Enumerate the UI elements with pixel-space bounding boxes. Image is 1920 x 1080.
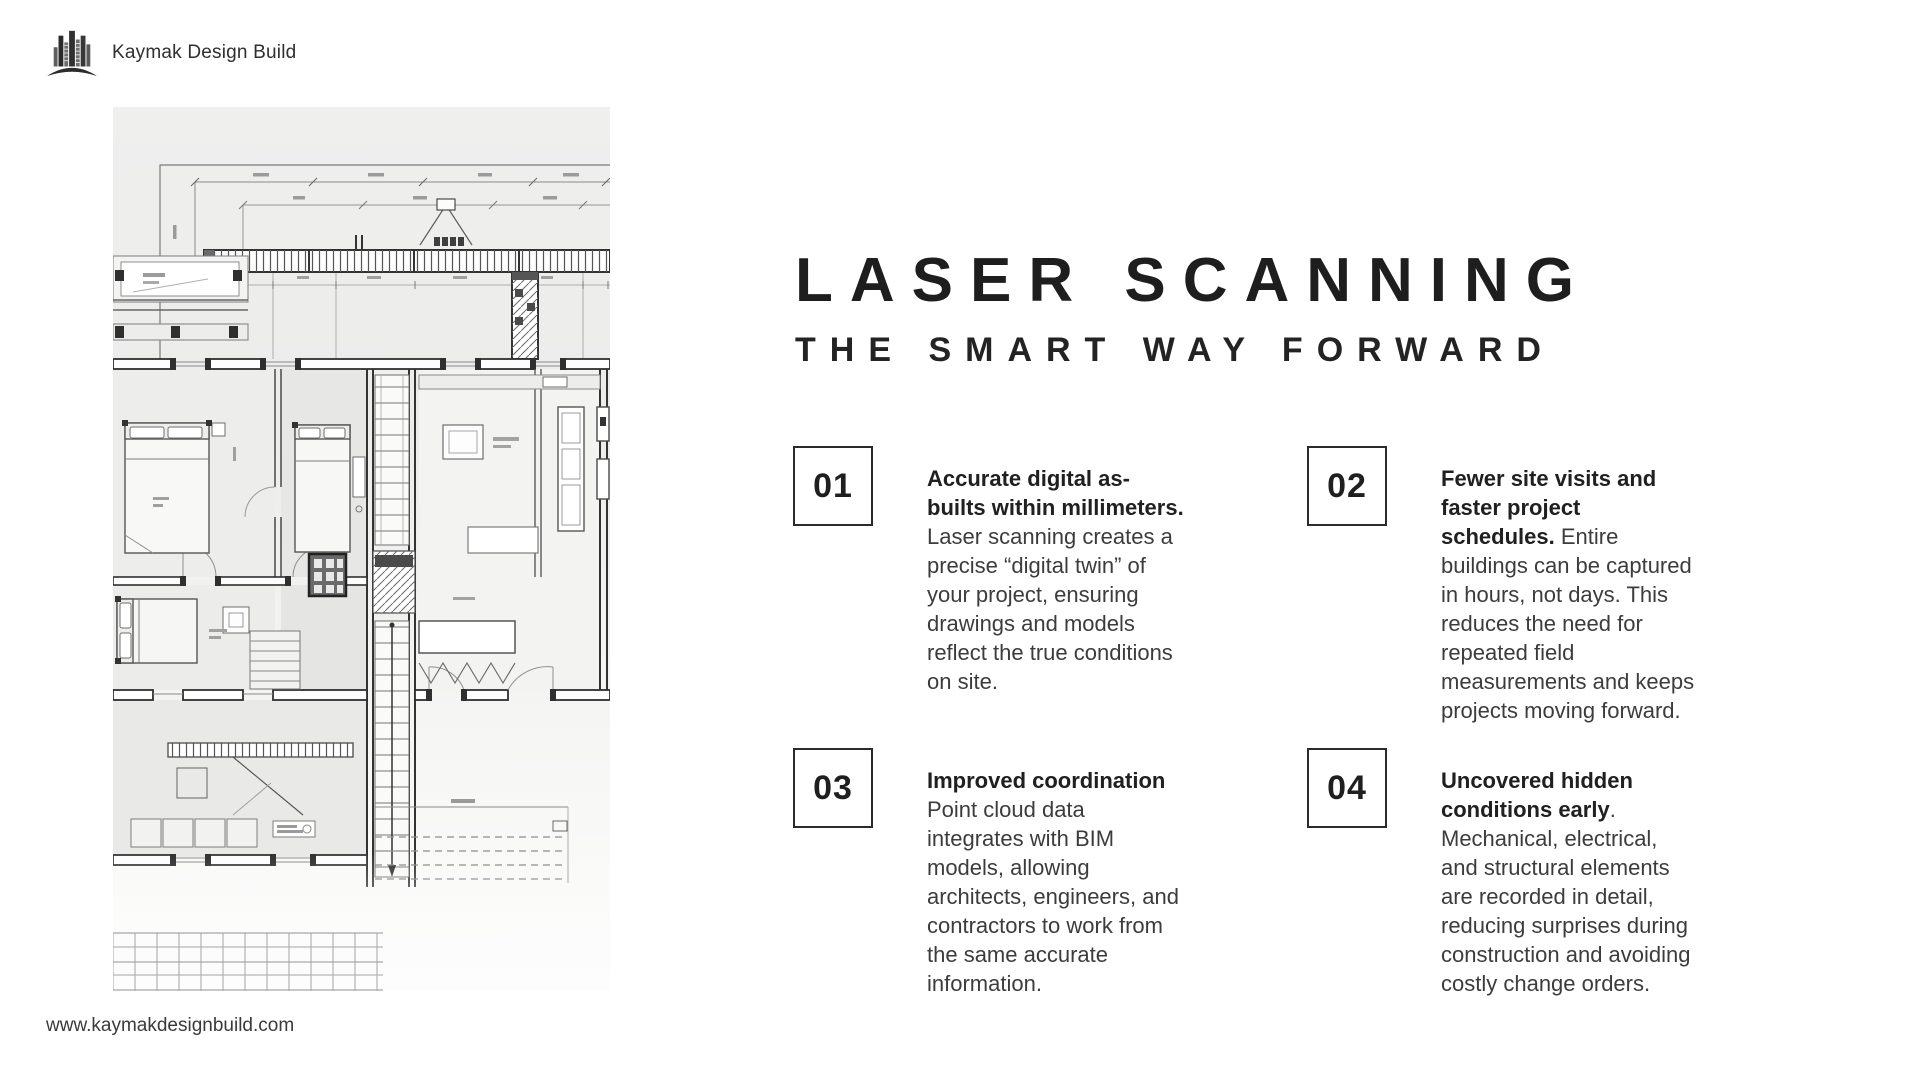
window-detail — [113, 256, 248, 340]
benefit-heading-2: Fewer site visits and faster project schedules. — [1441, 466, 1657, 549]
city-skyline-icon — [46, 26, 98, 80]
bed-1 — [122, 420, 225, 553]
floor-plan-drawing — [113, 107, 610, 991]
small-staircase — [250, 631, 300, 689]
headline-block — [795, 246, 1592, 369]
benefit-text-4 — [1441, 766, 1699, 998]
number-label: 03 — [813, 768, 853, 807]
number-box-04 — [1307, 748, 1387, 828]
benefit-body-3: Point cloud data integrates with BIM models, allowing architects, engineers, and contractors to work from the same accurate information. — [927, 797, 1179, 996]
hatched-wall-band — [204, 250, 610, 272]
benefit-heading-1: Accurate digital as-builts within millimeters. — [927, 466, 1184, 520]
hatched-column — [512, 272, 538, 359]
benefit-heading-4: Uncovered hidden conditions early — [1441, 768, 1633, 822]
grid-strip — [113, 933, 383, 991]
benefit-body-1: Laser scanning creates a precise “digital twin” of your project, ensuring drawings and models reflect the true conditions on site. — [927, 524, 1173, 694]
website-url: www.kaymakdesignbuild.com — [46, 1015, 295, 1036]
brand-name: Kaymak Design Build — [112, 42, 297, 63]
benefit-heading-3: Improved coordination — [927, 768, 1166, 793]
number-label: 02 — [1327, 466, 1367, 505]
number-label: 01 — [813, 466, 853, 505]
staircase — [373, 375, 415, 877]
page-subtitle: THE SMART WAY FORWARD — [795, 331, 1555, 369]
number-box-02 — [1307, 446, 1387, 526]
number-box-01 — [793, 446, 873, 526]
page-title: LASER SCANNING — [795, 246, 1592, 315]
benefit-text-1 — [927, 464, 1185, 696]
benefit-body-4: . Mechanical, electrical, and structural elements are recorded in detail, reducing surprises during construction and avoiding costly change orders. — [1441, 797, 1691, 996]
benefit-body-2: Entire buildings can be captured in hours, not days. This reduces the need for repeated field measurements and keeps projects moving forward. — [1441, 524, 1695, 723]
benefit-text-3 — [927, 766, 1185, 998]
number-label: 04 — [1327, 768, 1367, 807]
floor-plan-image — [113, 107, 610, 991]
grid-shaft — [309, 554, 346, 596]
number-box-03 — [793, 748, 873, 828]
benefit-text-2 — [1441, 464, 1699, 725]
brand-logo — [46, 26, 296, 80]
